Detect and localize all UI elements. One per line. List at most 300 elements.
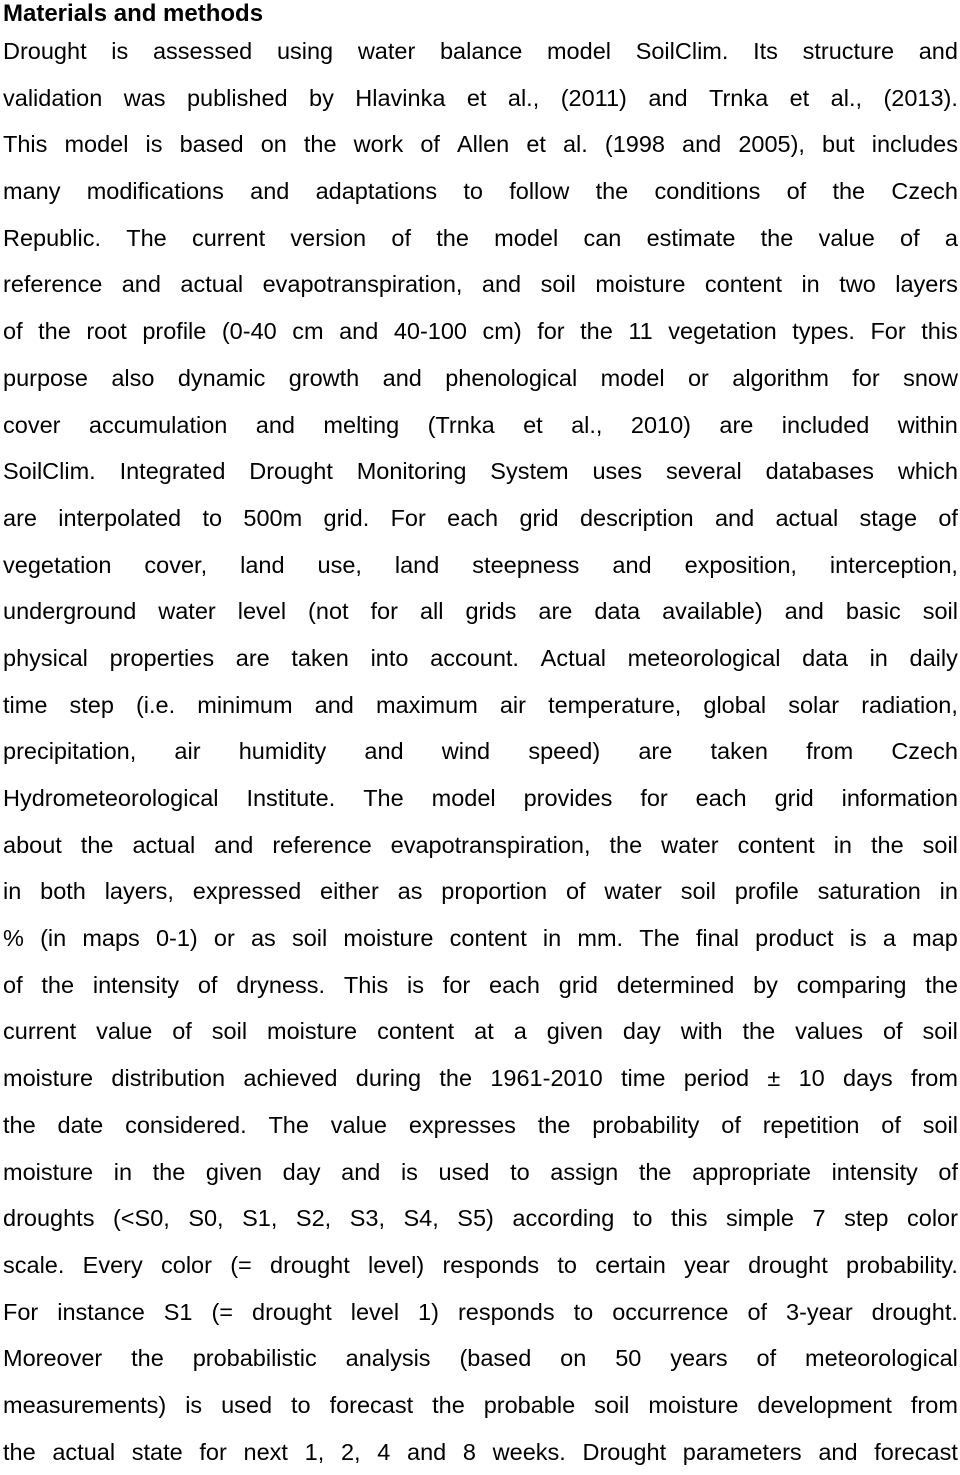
word: to	[510, 1158, 530, 1185]
word: For	[870, 318, 906, 345]
word: the	[537, 1111, 571, 1138]
word: probable	[483, 1391, 576, 1418]
word: and	[714, 504, 755, 531]
word: speed)	[528, 738, 601, 765]
text-line	[3, 495, 958, 542]
word: and	[407, 1438, 447, 1465]
word: forecast	[329, 1391, 414, 1418]
word: of	[391, 224, 411, 251]
word: physical	[3, 644, 88, 671]
word: and	[339, 318, 379, 345]
word: moisture	[3, 1065, 94, 1092]
word: al.	[562, 131, 588, 158]
word: account.	[430, 644, 519, 671]
word: to	[557, 1251, 577, 1278]
word: et	[523, 411, 543, 438]
word: of	[938, 1158, 958, 1185]
word: probability.	[846, 1251, 958, 1278]
word: SoilClim.	[635, 38, 729, 64]
word: from	[910, 1065, 958, 1092]
word: reference	[272, 831, 372, 858]
word: water	[604, 878, 662, 905]
word: weeks.	[492, 1438, 566, 1465]
word: Czech	[891, 738, 958, 765]
word: 0-1)	[155, 925, 198, 952]
word: water	[661, 831, 719, 858]
text-line	[3, 1008, 958, 1055]
word: Its	[753, 38, 778, 64]
word: current	[3, 1018, 77, 1045]
word: of	[881, 1111, 901, 1138]
word: to	[632, 1205, 653, 1232]
word: state	[131, 1438, 183, 1465]
word: a	[513, 1018, 527, 1045]
text-line	[3, 28, 958, 75]
word: level	[237, 598, 287, 625]
word: based	[179, 131, 244, 158]
word: 40-100	[393, 318, 468, 345]
word: stage	[859, 504, 918, 531]
word: soil	[211, 1018, 248, 1045]
text-line	[3, 121, 958, 168]
word: step	[69, 691, 114, 718]
word: to	[463, 178, 483, 205]
word: (=	[211, 1298, 234, 1325]
word: and	[818, 1438, 858, 1465]
word: interpolated	[58, 504, 182, 531]
word: (1998	[604, 131, 665, 158]
word: actual	[775, 504, 839, 531]
word: period	[683, 1065, 750, 1092]
word: a	[882, 925, 896, 952]
word: melting	[323, 411, 400, 438]
text-line	[3, 868, 958, 915]
word: measurements)	[3, 1391, 167, 1418]
text-line	[3, 728, 958, 775]
word: moisture	[3, 1158, 94, 1185]
word: meteorological	[805, 1345, 958, 1372]
word: given	[546, 1018, 603, 1045]
section-heading: Materials and methods	[3, 0, 264, 27]
word: growth	[288, 364, 360, 391]
word: vegetation	[668, 318, 777, 345]
word: Monitoring	[356, 458, 467, 485]
word: minimum	[197, 691, 293, 718]
word: used	[438, 1158, 490, 1185]
word: Czech	[891, 178, 958, 205]
word: on	[260, 131, 287, 158]
word: moisture	[648, 1391, 739, 1418]
word: and	[682, 131, 722, 158]
word: cover,	[144, 551, 208, 578]
word: is	[185, 1391, 203, 1418]
word: for	[640, 785, 668, 811]
word: of	[756, 1345, 777, 1372]
word: Drought	[3, 38, 87, 64]
word: (<S0,	[112, 1205, 170, 1232]
word: and	[382, 364, 422, 391]
word: published	[186, 84, 288, 111]
word: is	[849, 925, 867, 952]
word: of	[172, 1018, 192, 1045]
word: snow	[903, 364, 958, 391]
word: ±	[767, 1065, 781, 1092]
word: are	[638, 738, 673, 765]
word: S3,	[349, 1205, 385, 1232]
word: each	[489, 971, 540, 998]
word: which	[897, 458, 958, 485]
word: The	[363, 785, 404, 811]
word: values	[795, 1018, 864, 1045]
word: S1,	[242, 1205, 278, 1232]
word: 4	[377, 1438, 391, 1465]
word: model	[546, 38, 611, 64]
word: and	[648, 84, 688, 111]
word: 2,	[340, 1438, 361, 1465]
word: maximum	[375, 691, 478, 718]
word: provides	[523, 785, 613, 811]
body-paragraph	[3, 28, 958, 1475]
word: map	[912, 925, 958, 952]
word: content	[377, 1018, 455, 1045]
word: forecast	[874, 1438, 958, 1465]
word: the	[3, 1438, 36, 1465]
word: the	[303, 131, 337, 158]
text-line	[3, 75, 958, 122]
word: current	[191, 224, 266, 251]
word: structure	[802, 38, 895, 64]
word: proportion	[441, 878, 548, 905]
word: to	[573, 1298, 594, 1325]
word: value	[330, 1111, 387, 1138]
word: work	[353, 131, 404, 158]
word: drought	[252, 1298, 332, 1325]
word: soil	[291, 925, 328, 952]
word: data	[594, 598, 641, 625]
word: System	[490, 458, 569, 485]
word: Drought	[249, 458, 333, 485]
word: accumulation	[88, 411, 228, 438]
word: either	[320, 878, 379, 905]
text-line	[3, 822, 958, 869]
word: the	[870, 831, 904, 858]
word: 2005),	[738, 131, 805, 158]
word: Actual	[540, 644, 606, 671]
word: taken	[710, 738, 768, 765]
text-line	[3, 1195, 958, 1242]
word: 10	[798, 1065, 825, 1092]
word: the	[3, 1111, 36, 1138]
word: simple	[726, 1205, 794, 1232]
word: the	[80, 831, 114, 858]
word: was	[123, 84, 166, 111]
word: soil	[680, 878, 716, 905]
word: This	[3, 131, 48, 158]
word: Hlavinka	[355, 84, 446, 111]
word: instance	[57, 1298, 145, 1325]
word: adaptations	[315, 178, 438, 205]
word: dryness.	[236, 971, 326, 998]
word: layers,	[104, 878, 174, 905]
word: grid	[774, 785, 814, 811]
word: 500m	[243, 504, 303, 531]
word: Trnka	[708, 84, 769, 111]
word: et	[789, 84, 810, 111]
word: this	[670, 1205, 708, 1232]
word: %	[3, 925, 24, 952]
word: in	[939, 878, 958, 905]
word: the	[609, 831, 643, 858]
text-line	[3, 168, 958, 215]
word: with	[680, 1018, 723, 1045]
word: scale.	[3, 1251, 65, 1278]
word: S4,	[403, 1205, 439, 1232]
word: model	[600, 364, 665, 391]
word: moisture	[595, 271, 686, 298]
word: types.	[792, 318, 855, 345]
word: includes	[871, 131, 958, 158]
word: step	[844, 1205, 889, 1232]
word: using	[276, 38, 334, 64]
text-line	[3, 1102, 958, 1149]
word: in	[3, 878, 22, 905]
word: about	[3, 831, 62, 858]
word: Moreover	[3, 1345, 103, 1372]
word: years	[670, 1345, 728, 1372]
word: al.,	[507, 84, 540, 111]
word: drought.	[871, 1298, 958, 1325]
word: for	[442, 971, 471, 998]
text-line	[3, 402, 958, 449]
word: is	[145, 131, 163, 158]
word: expressed	[192, 878, 302, 905]
word: drought	[270, 1251, 350, 1278]
word: description	[579, 504, 694, 531]
word: 1,	[304, 1438, 325, 1465]
word: land	[240, 551, 285, 578]
word: and	[214, 831, 254, 858]
word: al.,	[571, 411, 603, 438]
word: of	[3, 971, 23, 998]
word: the	[925, 971, 958, 998]
word: (not	[308, 598, 349, 625]
word: exposition,	[684, 551, 797, 578]
text-line	[3, 448, 958, 495]
word: distribution	[111, 1065, 226, 1092]
word: grid.	[323, 504, 370, 531]
word: in	[542, 925, 562, 952]
word: (i.e.	[135, 691, 176, 718]
word: probability	[592, 1111, 700, 1138]
word: of	[747, 1298, 768, 1325]
word: from	[806, 738, 854, 765]
word: for	[852, 364, 880, 391]
word: the	[152, 1158, 186, 1185]
word: certain	[595, 1251, 666, 1278]
word: estimate	[646, 224, 736, 251]
word: the	[436, 224, 469, 251]
word: this	[921, 318, 958, 345]
word: layers	[895, 271, 958, 298]
word: of	[197, 971, 218, 998]
word: determined	[616, 971, 735, 998]
word: Allen	[456, 131, 510, 158]
word: expresses	[408, 1111, 516, 1138]
word: of	[786, 178, 807, 205]
word: level)	[368, 1251, 425, 1278]
word: at	[474, 1018, 494, 1045]
word: soil	[540, 271, 576, 298]
word: of	[420, 131, 440, 158]
word: algorithm	[732, 364, 829, 391]
word: value	[96, 1018, 153, 1045]
word: appropriate	[692, 1158, 811, 1185]
word: achieved	[243, 1065, 338, 1092]
word: mm.	[577, 925, 624, 952]
word: water	[158, 598, 216, 625]
word: steepness	[472, 551, 580, 578]
word: model	[64, 131, 129, 158]
word: and	[784, 598, 824, 625]
word: saturation	[817, 878, 921, 905]
word: evapotranspiration,	[390, 831, 591, 858]
word: parameters	[682, 1438, 802, 1465]
word: air	[174, 738, 201, 765]
word: 3-year	[786, 1298, 853, 1325]
text-line	[3, 1429, 958, 1475]
word: into	[370, 644, 409, 671]
word: date	[57, 1111, 104, 1138]
word: a	[944, 224, 958, 251]
word: of	[565, 878, 586, 905]
word: two	[839, 271, 876, 298]
text-line	[3, 1335, 958, 1382]
word: 2010)	[630, 411, 691, 438]
word: humidity	[238, 738, 327, 765]
word: content	[737, 831, 815, 858]
word: vegetation	[3, 551, 112, 578]
word: and	[250, 178, 290, 205]
word: can	[583, 224, 622, 251]
word: grid	[558, 971, 598, 998]
word: by	[309, 84, 334, 111]
word: and	[612, 551, 652, 578]
word: is	[111, 38, 129, 64]
word: and	[314, 691, 354, 718]
word: to	[202, 504, 223, 531]
word: within	[897, 411, 958, 438]
text-line	[3, 588, 958, 635]
text-line	[3, 215, 958, 262]
word: precipitation,	[3, 738, 137, 765]
word: air	[499, 691, 526, 718]
word: to	[291, 1391, 311, 1418]
word: considered.	[125, 1111, 247, 1138]
word: 1)	[418, 1298, 439, 1325]
word: next	[243, 1438, 288, 1465]
word: the	[131, 1345, 164, 1372]
word: comparing	[796, 971, 907, 998]
word: as	[250, 925, 276, 952]
word: solar	[788, 691, 840, 718]
word: profile	[734, 878, 799, 905]
word: and	[341, 1158, 381, 1185]
word: soil	[594, 1391, 630, 1418]
word: actual	[180, 271, 244, 298]
text-line	[3, 355, 958, 402]
word: et	[466, 84, 487, 111]
word: (=	[230, 1251, 252, 1278]
word: used	[221, 1391, 273, 1418]
word: 50	[615, 1345, 642, 1372]
word: days	[843, 1065, 893, 1092]
word: moisture	[343, 925, 434, 952]
word: color	[161, 1251, 212, 1278]
word: are	[235, 644, 270, 671]
word: Institute.	[246, 785, 336, 811]
word: model	[431, 785, 496, 811]
word: final	[695, 925, 739, 952]
word: for	[199, 1438, 227, 1465]
text-line	[3, 635, 958, 682]
word: and	[481, 271, 522, 298]
word: Every	[82, 1251, 143, 1278]
word: root	[86, 318, 127, 345]
word: 8	[462, 1438, 476, 1465]
word: follow	[509, 178, 570, 205]
word: intensity	[92, 971, 180, 998]
word: soil	[922, 1018, 958, 1045]
text-line	[3, 915, 958, 962]
word: droughts	[3, 1205, 95, 1232]
word: (based	[459, 1345, 532, 1372]
word: (2011)	[560, 84, 627, 111]
word: time	[621, 1065, 666, 1092]
word: grid	[519, 504, 559, 531]
word: Hydrometeorological	[3, 785, 219, 811]
word: content	[449, 925, 527, 952]
text-line	[3, 1055, 958, 1102]
word: analysis	[345, 1345, 431, 1372]
word: use,	[317, 551, 362, 578]
word: (Trnka	[427, 411, 495, 438]
word: S5)	[457, 1205, 494, 1232]
word: version	[290, 224, 367, 251]
word: validation	[3, 84, 103, 111]
word: during	[355, 1065, 422, 1092]
word: product	[755, 925, 834, 952]
word: water	[357, 38, 416, 64]
text-line	[3, 1149, 958, 1196]
word: meteorological	[627, 644, 781, 671]
word: in	[801, 271, 820, 298]
word: SoilClim.	[3, 458, 96, 485]
word: and	[255, 411, 295, 438]
word: purpose	[3, 364, 88, 391]
word: al.,	[830, 84, 863, 111]
word: of	[3, 318, 23, 345]
word: or	[687, 364, 709, 391]
word: (0-40	[221, 318, 277, 345]
word: et	[526, 131, 546, 158]
word: Republic.	[3, 224, 101, 251]
word: S1	[163, 1298, 193, 1325]
word: soil	[922, 1111, 958, 1138]
word: Integrated	[119, 458, 226, 485]
word: the	[760, 224, 794, 251]
word: value	[818, 224, 875, 251]
word: actual	[52, 1438, 116, 1465]
